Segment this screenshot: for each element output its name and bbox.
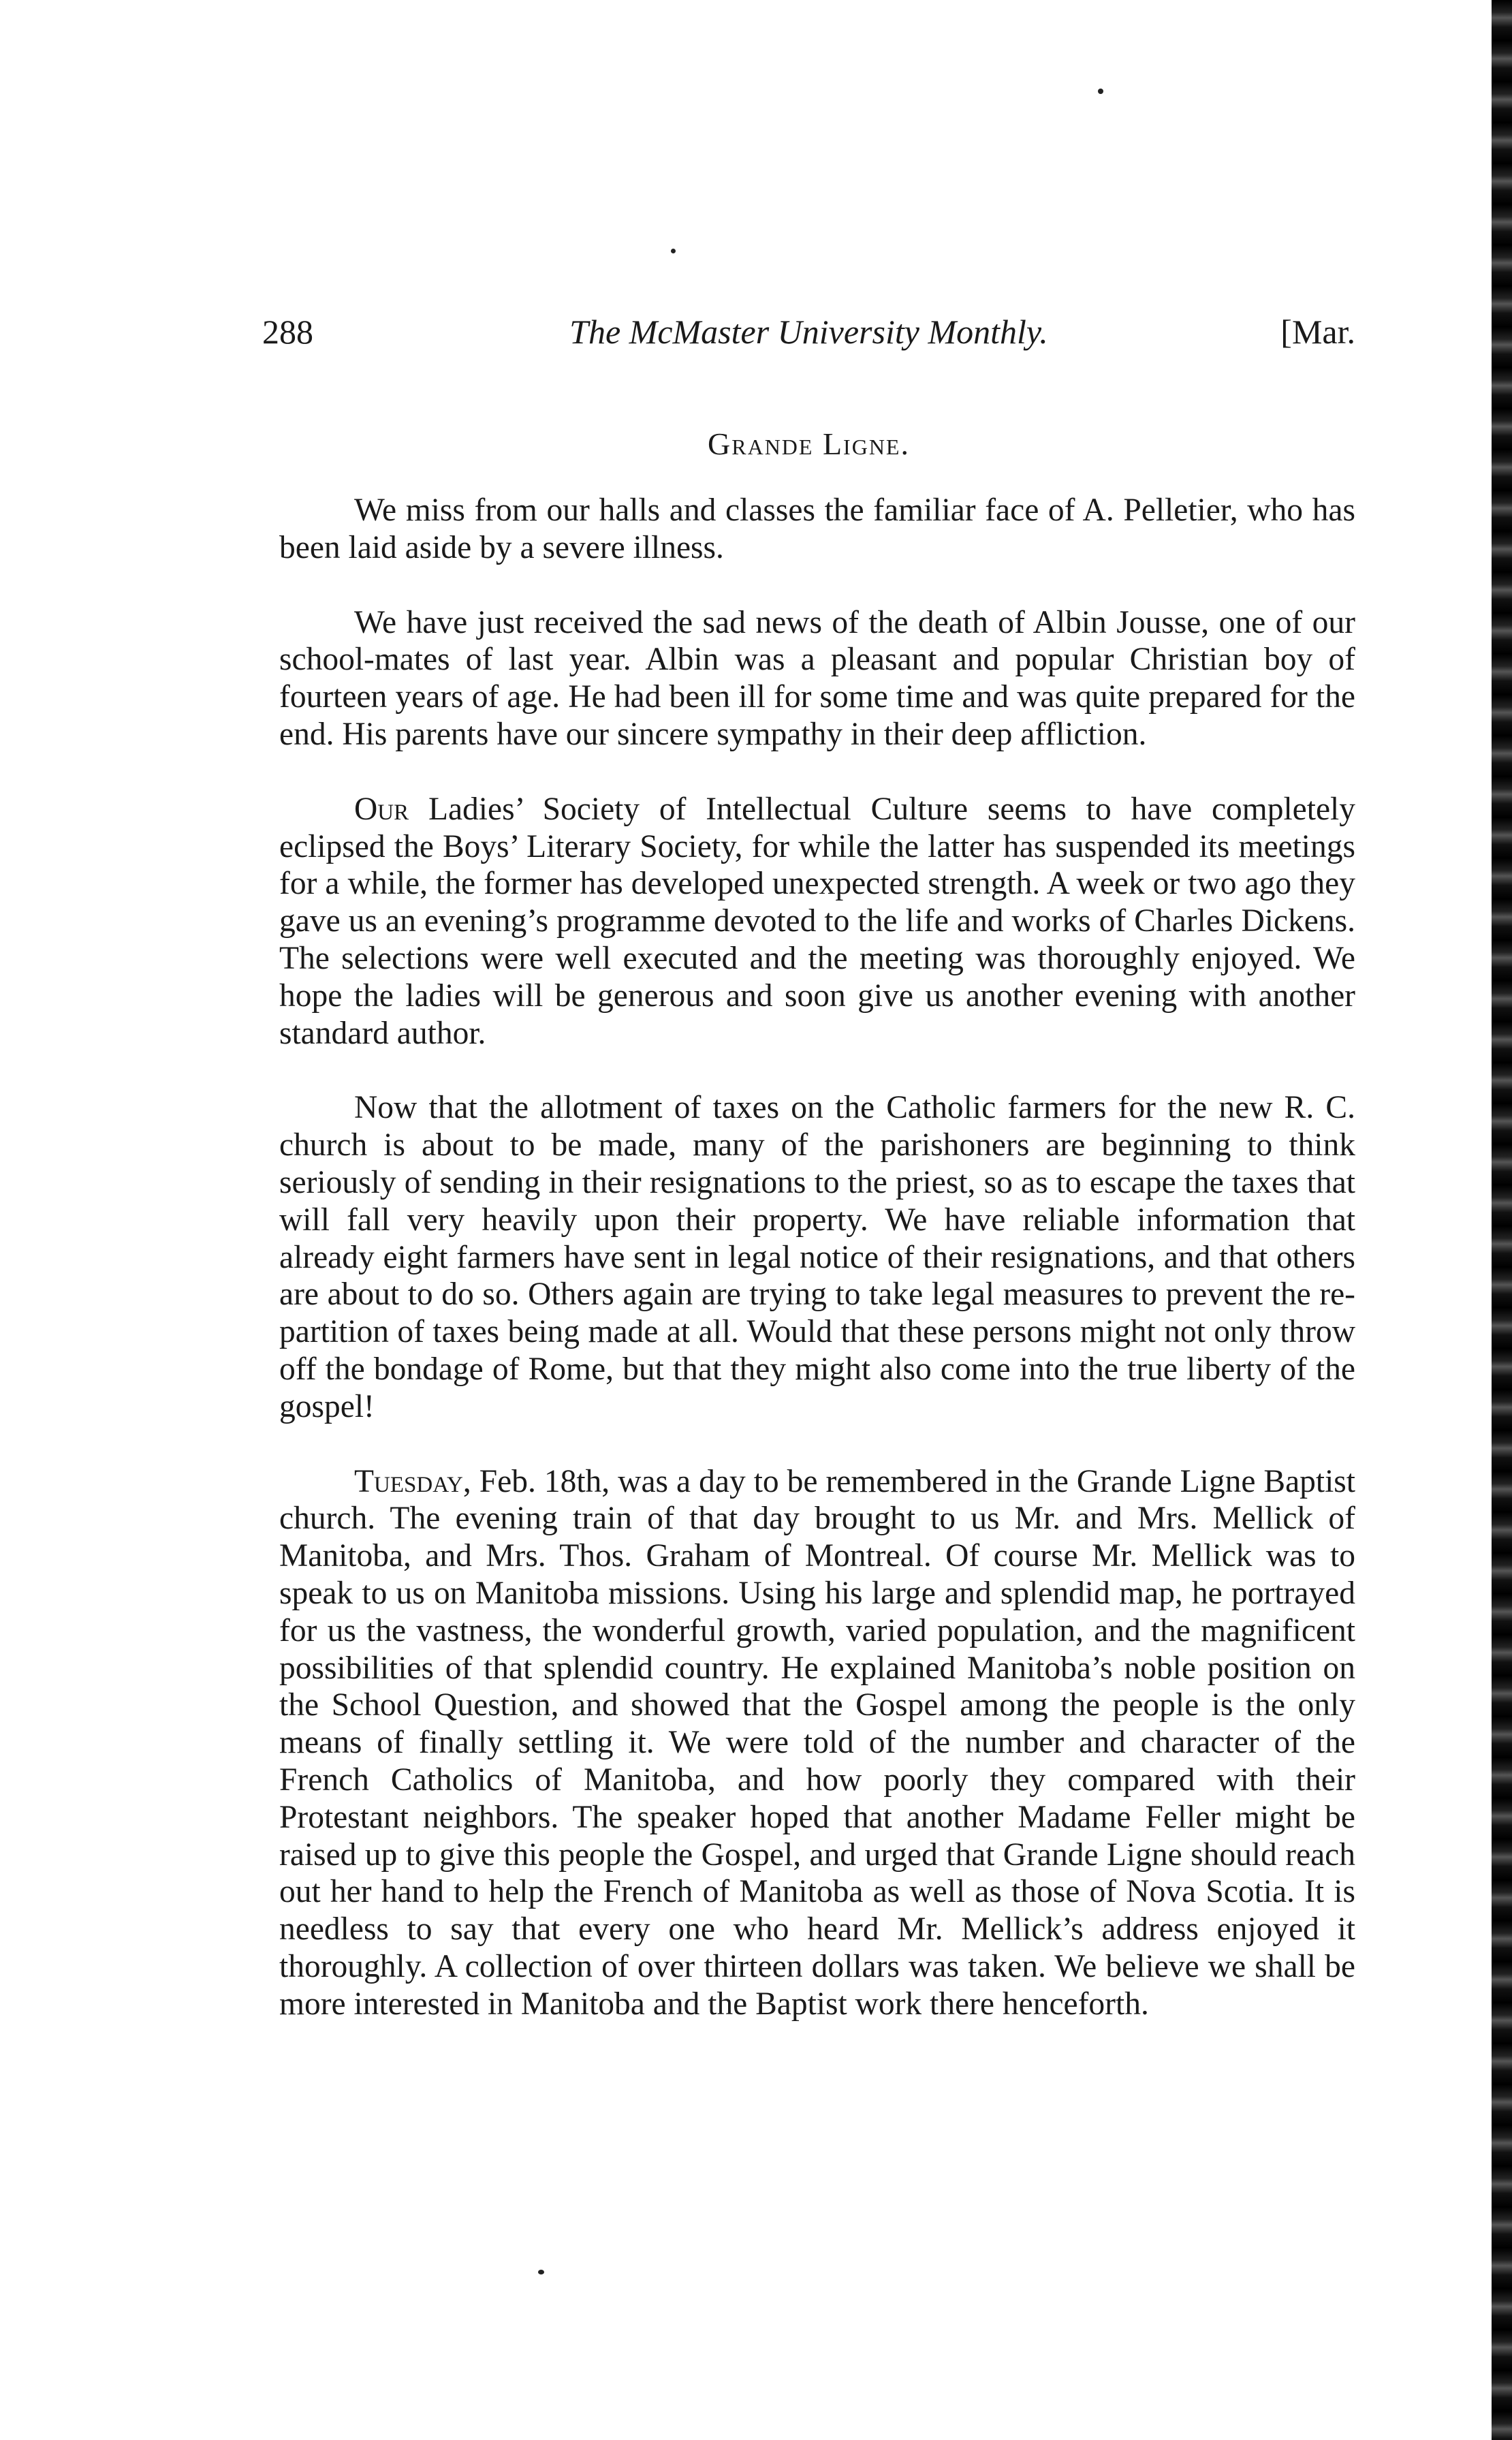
journal-title: The McMaster University Monthly.: [569, 313, 1048, 351]
paragraph-lead: Our: [354, 791, 409, 827]
paragraph-lead: Tuesday,: [354, 1463, 471, 1499]
paragraph-text: We miss from our halls and classes the familiar face of A. Pelletier, who has been laid aside by a severe illness.: [279, 492, 1355, 565]
paragraph-text: Feb. 18th, was a day to be remembered in the Grande Ligne Baptist church. The evening train of that day brought to us Mr. and Mrs. Mellick of Manitoba, and Mrs. Thos. Graham of Montreal. Of course Mr. Mellick was to speak to us on Manitoba missions. Using his large and splendid map, he portrayed for us the vastness, the wonderful growth, varied population, and the magnificent possibilities of that splendid country. He explained Manitoba’s noble position on the School Question, and showed that the Gospel among the people is the only means of finally settling it. We were told of the number and character of the French Catholics of Manitoba, and how poorly they compared with their Protestant neighbors. The speaker hoped that another Madame Feller might be raised up to give this people the Gospel, and urged that Grande Ligne should reach out her hand to help the French of Manitoba as well as those of Nova Scotia. It is needless to say that every one who heard Mr. Mellick’s address enjoyed it thoroughly. A collection of over thirteen dollars was taken. We believe we shall be more interested in Manitoba and the Baptist work there henceforth.: [279, 1463, 1355, 2022]
paragraph: [279, 604, 1355, 753]
scan-edge: [1492, 0, 1512, 2440]
paragraph: [279, 492, 1355, 567]
page-number: 288: [262, 313, 313, 351]
scan-speck: [671, 249, 676, 253]
paragraph: [279, 1089, 1355, 1425]
paragraph: [279, 1463, 1355, 2023]
running-head: [262, 308, 1355, 356]
section-title: Grande Ligne.: [708, 426, 910, 461]
paragraph-text: We have just received the sad news of the death of Albin Jousse, one of our school-mates of last year. Albin was a pleasant and popular Christian boy of fourteen years of age. He had been ill for some time and was quite prepared for the end. His parents have our sincere sympathy in their deep affliction.: [279, 604, 1355, 752]
scan-speck: [1098, 89, 1103, 94]
paragraph-text: Now that the allotment of taxes on the Catholic farmers for the new R. C. church is about to be made, many of the parishoners are beginning to think seriously of sending in their resignations to the priest, so as to escape the taxes that will fall very heavily upon their property. We have reliable information that already eight farmers have sent in legal notice of their resignations, and that others are about to do so. Others again are trying to take legal measures to prevent the re-partition of taxes being made at all. Would that these persons might not only throw off the bondage of Rome, but that they might also come into the true liberty of the gospel!: [279, 1090, 1355, 1424]
paragraph: [279, 791, 1355, 1052]
article-body: [279, 492, 1355, 2060]
scan-speck: [538, 2270, 544, 2274]
paragraph-text: Ladies’ Society of Intellectual Culture seems to have completely eclipsed the Boys’ Literary Society, for while the latter has suspended its meetings for a while, the former has developed unexpected strength. A week or two ago they gave us an evening’s programme devoted to the life and works of Charles Dickens. The selections were well executed and the meeting was thoroughly enjoyed. We hope the ladies will be generous and soon give us another evening with another standard author.: [279, 791, 1355, 1051]
issue-month: [Mar.: [1280, 313, 1355, 351]
